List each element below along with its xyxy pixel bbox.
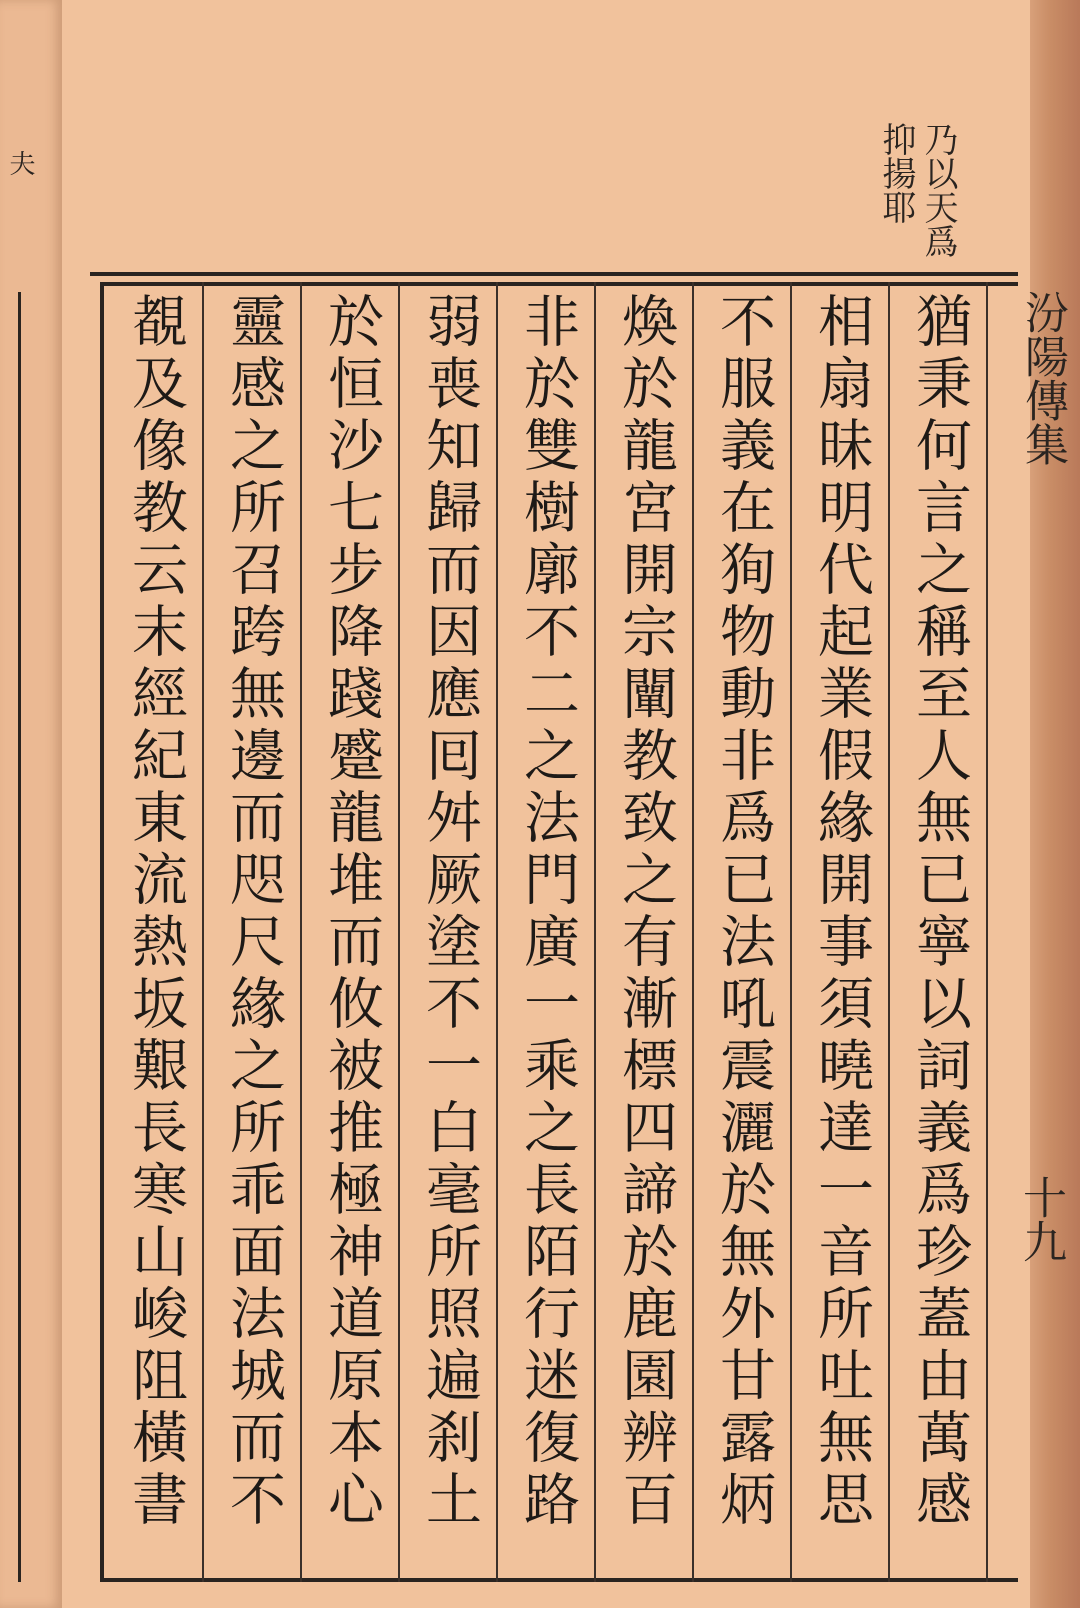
column-divider bbox=[692, 282, 694, 1582]
text-column-4: 煥於龍宮開宗闡教致之有漸標四諦於鹿園辨百 bbox=[613, 292, 678, 1532]
previous-page-border bbox=[0, 292, 21, 1582]
text-column-5: 非於雙樹廓不二之法門廣一乘之長陌行迷復路 bbox=[515, 292, 580, 1532]
column-divider bbox=[888, 282, 890, 1582]
previous-page bbox=[0, 0, 62, 1608]
frame-top-rule bbox=[90, 272, 1018, 276]
column-divider bbox=[790, 282, 792, 1582]
column-divider bbox=[986, 282, 988, 1582]
text-column-8: 靈感之所召跨無邊而咫尺緣之所乖面法城而不 bbox=[221, 292, 286, 1532]
annotation-line-1: 乃以天爲 bbox=[918, 122, 958, 258]
text-column-7: 於恒沙七步降踐蹙龍堆而攸被推極神道原本心 bbox=[319, 292, 384, 1532]
column-divider bbox=[594, 282, 596, 1582]
text-column-1: 猶秉何言之稱至人無已寧以詞義爲珍蓋由萬感 bbox=[907, 292, 972, 1532]
column-divider bbox=[496, 282, 498, 1582]
column-divider bbox=[398, 282, 400, 1582]
text-column-9: 覩及像教云末經紀東流熱坂艱長寒山峻阻橫書 bbox=[123, 292, 188, 1532]
running-title: 汾陽傳集 bbox=[1017, 290, 1068, 466]
text-column-3: 不服義在狥物動非爲已法吼震灑於無外甘露炳 bbox=[711, 292, 776, 1532]
text-column-6: 弱喪知歸而因應囘舛厥塗不一白毫所照遍刹土 bbox=[417, 292, 482, 1532]
text-column-2: 相扇昧明代起業假緣開事須曉達一音所吐無思 bbox=[809, 292, 874, 1532]
column-divider bbox=[300, 282, 302, 1582]
previous-page-glyph: 夫 bbox=[5, 150, 35, 176]
column-divider bbox=[202, 282, 204, 1582]
page-number: 十九 bbox=[1015, 1175, 1066, 1263]
annotation-line-2: 抑揚耶 bbox=[876, 122, 916, 224]
